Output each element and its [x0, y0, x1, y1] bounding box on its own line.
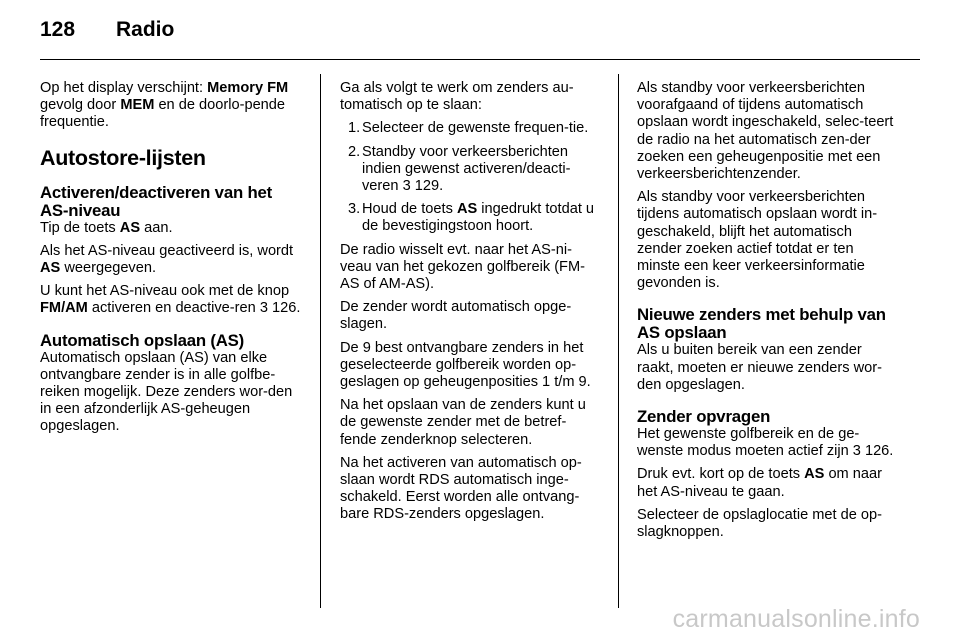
paragraph: De 9 best ontvangbare zenders in het geselecteerde golfbereik worden op-geslagen op geheugenposities 1 t/m 9. [340, 339, 591, 391]
section-heading: Autostore-lijsten [40, 145, 206, 170]
paragraph: De zender wordt automatisch opge-slagen. [340, 299, 572, 333]
list-item: 1. Selecteer de gewenste frequen-tie. [348, 120, 589, 137]
paragraph: Als standby voor verkeersberichten voorafgaand of tijdens automatisch opslaan wordt ingeschakeld, selec-teert de radio na het automatisch zen-der zoeken een geheugenpositie met een verkeersberichtenzender. [637, 80, 894, 183]
paragraph: U kunt het AS-niveau ook met de knop FM/AM activeren en deactive-ren 3 126. [40, 283, 301, 317]
paragraph: Het gewenste golfbereik en de ge-wenste modus moeten actief zijn 3 126. [637, 426, 894, 460]
list-item: 3. Houd de toets AS ingedrukt totdat u de bevestigingstoon hoort. [348, 201, 595, 235]
page-reference: 3 126. [259, 300, 301, 317]
column-1 [40, 80, 302, 442]
column-3 [637, 80, 899, 547]
watermark: carmanualsonline.info [672, 605, 920, 633]
page-number: 128 [40, 18, 76, 41]
list-item: 2. Standby voor verkeersberichten indien gewenst activeren/deacti-veren 3 129. [348, 143, 571, 195]
subsection-heading: Automatisch opslaan (AS) [40, 330, 245, 350]
header-rule [40, 59, 920, 60]
paragraph: Selecteer de opslaglocatie met de op-slagknoppen. [637, 506, 883, 541]
paragraph: Als standby voor verkeersberichten tijdens automatisch opslaan wordt in-geschakeld, blijft het automatisch zender zoeken actief totdat er ten minste een keer verkeersinformatie gevonden is. [637, 189, 878, 292]
paragraph: De radio wisselt evt. naar het AS-ni-veau van het gekozen golfbereik (FM-AS of AM-AS). [340, 241, 585, 293]
column-divider-2 [618, 74, 619, 608]
subsection-heading: Activeren/deactiveren van het AS-niveau [40, 182, 273, 220]
paragraph: Als u buiten bereik van een zender raakt, moeten er nieuwe zenders wor-den opgeslagen. [637, 342, 882, 393]
paragraph: Na het opslaan van de zenders kunt u de gewenste zender met de betref-fende zenderknop selecteren. [340, 397, 586, 448]
page-reference: 3 129. [402, 178, 444, 195]
column-2 [340, 80, 602, 530]
page-title: Radio [116, 18, 175, 41]
paragraph: Na het activeren van automatisch op-slaan wordt RDS automatisch inge-schakeld. Eerst worden alle ontvang-bare RDS-zenders opgeslagen. [340, 454, 582, 523]
paragraph: Op het display verschijnt: Memory FM gevolg door MEM en de doorlo-pende frequentie. [40, 80, 289, 131]
paragraph: Tip de toets AS aan. [40, 219, 173, 236]
column-divider-1 [320, 74, 321, 608]
subsection-heading: Nieuwe zenders met behulp van AS opslaan [637, 305, 886, 343]
paragraph: Automatisch opslaan (AS) van elke ontvangbare zender is in alle golfbe-reiken mogelijk. Deze zenders wor-den in een afzonderlijk AS-geheugen opgeslagen. [40, 349, 293, 435]
subsection-heading: Zender opvragen [637, 407, 771, 427]
paragraph: Ga als volgt te werk om zenders au-tomatisch op te slaan: [340, 80, 574, 114]
page-reference: 3 126. [852, 443, 894, 460]
steps-list [340, 120, 602, 235]
paragraph: Druk evt. kort op de toets AS om naar het AS-niveau te gaan. [637, 466, 882, 500]
paragraph: Als het AS-niveau geactiveerd is, wordt AS weergegeven. [40, 242, 294, 277]
